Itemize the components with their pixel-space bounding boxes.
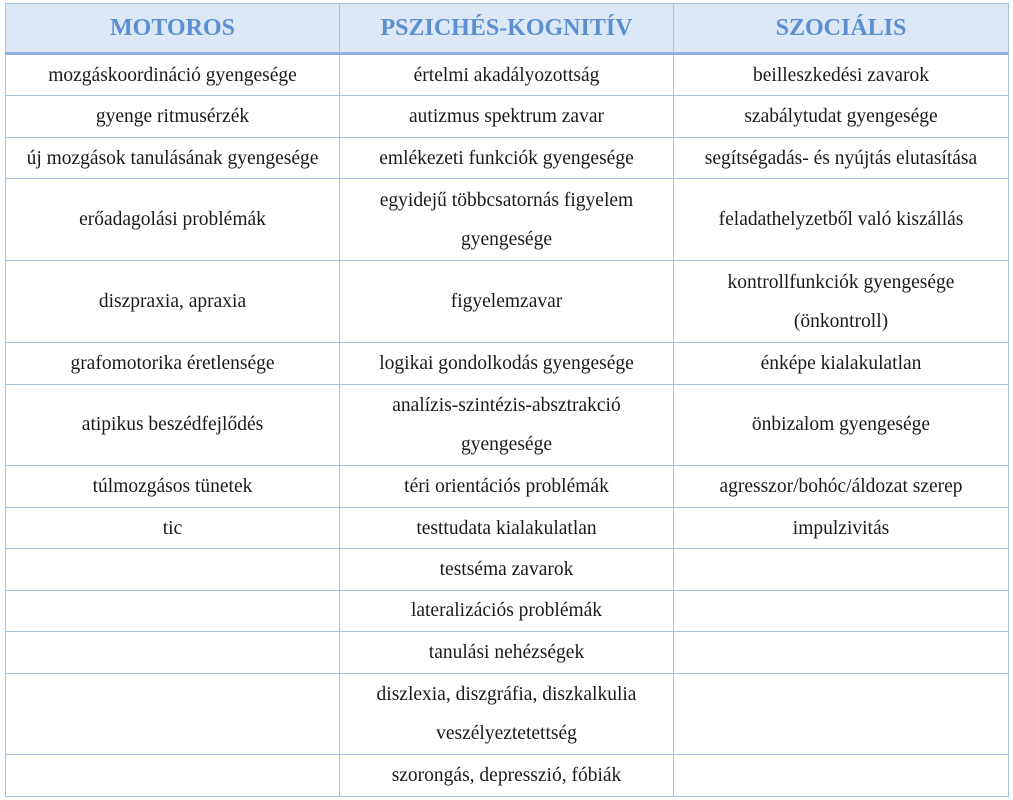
table-row	[6, 54, 1009, 96]
cell-motoros	[6, 590, 340, 631]
table-row	[6, 549, 1009, 590]
cell-pszichés-kognitiv: analízis-szintézis-absztrakció gyengesége	[340, 384, 674, 466]
cell-pszichés-kognitiv: testtudata kialakulatlan	[340, 507, 674, 548]
cell-szocialis: önbizalom gyengesége	[674, 384, 1009, 466]
cell-szocialis: szabálytudat gyengesége	[674, 96, 1009, 137]
table-row	[6, 673, 1009, 755]
header-pszichés-kognitiv: PSZICHÉS-KOGNITÍV	[340, 4, 674, 54]
cell-motoros	[6, 632, 340, 673]
cell-szocialis	[674, 549, 1009, 590]
cell-pszichés-kognitiv: egyidejű többcsatornás figyelem gyengesége	[340, 179, 674, 261]
table-row	[6, 384, 1009, 466]
cell-motoros: tic	[6, 507, 340, 548]
cell-szocialis: énképe kialakulatlan	[674, 343, 1009, 384]
cell-motoros: grafomotorika éretlensége	[6, 343, 340, 384]
table-row	[6, 343, 1009, 384]
table-row	[6, 137, 1009, 178]
cell-motoros: gyenge ritmusérzék	[6, 96, 340, 137]
cell-pszichés-kognitiv: lateralizációs problémák	[340, 590, 674, 631]
cell-pszichés-kognitiv: logikai gondolkodás gyengesége	[340, 343, 674, 384]
cell-szocialis: impulzivitás	[674, 507, 1009, 548]
cell-szocialis	[674, 590, 1009, 631]
table-row	[6, 179, 1009, 261]
cell-pszichés-kognitiv: tanulási nehézségek	[340, 632, 674, 673]
header-row	[6, 4, 1009, 54]
table-row	[6, 466, 1009, 507]
cell-szocialis	[674, 755, 1009, 797]
table-row	[6, 632, 1009, 673]
cell-pszichés-kognitiv: téri orientációs problémák	[340, 466, 674, 507]
cell-motoros: túlmozgásos tünetek	[6, 466, 340, 507]
cell-szocialis: segítségadás- és nyújtás elutasítása	[674, 137, 1009, 178]
header-szocialis: SZOCIÁLIS	[674, 4, 1009, 54]
cell-szocialis: agresszor/bohóc/áldozat szerep	[674, 466, 1009, 507]
cell-motoros	[6, 673, 340, 755]
cell-motoros	[6, 549, 340, 590]
cell-motoros	[6, 755, 340, 797]
cell-pszichés-kognitiv: diszlexia, diszgráfia, diszkalkulia veszélyeztetettség	[340, 673, 674, 755]
cell-motoros: diszpraxia, apraxia	[6, 261, 340, 343]
cell-motoros: új mozgások tanulásának gyengesége	[6, 137, 340, 178]
cell-pszichés-kognitiv: figyelemzavar	[340, 261, 674, 343]
header-motoros: MOTOROS	[6, 4, 340, 54]
table-row	[6, 261, 1009, 343]
cell-szocialis: kontrollfunkciók gyengesége (önkontroll)	[674, 261, 1009, 343]
cell-szocialis: beilleszkedési zavarok	[674, 54, 1009, 96]
table-row	[6, 590, 1009, 631]
table-row	[6, 507, 1009, 548]
cell-pszichés-kognitiv: autizmus spektrum zavar	[340, 96, 674, 137]
cell-motoros: erőadagolási problémák	[6, 179, 340, 261]
cell-szocialis	[674, 673, 1009, 755]
cell-pszichés-kognitiv: szorongás, depresszió, fóbiák	[340, 755, 674, 797]
table-row	[6, 96, 1009, 137]
cell-motoros: atipikus beszédfejlődés	[6, 384, 340, 466]
cell-pszichés-kognitiv: testséma zavarok	[340, 549, 674, 590]
cell-szocialis: feladathelyzetből való kiszállás	[674, 179, 1009, 261]
cell-pszichés-kognitiv: értelmi akadályozottság	[340, 54, 674, 96]
cell-szocialis	[674, 632, 1009, 673]
table-row	[6, 755, 1009, 797]
symptom-table	[5, 3, 1009, 797]
cell-motoros: mozgáskoordináció gyengesége	[6, 54, 340, 96]
cell-pszichés-kognitiv: emlékezeti funkciók gyengesége	[340, 137, 674, 178]
